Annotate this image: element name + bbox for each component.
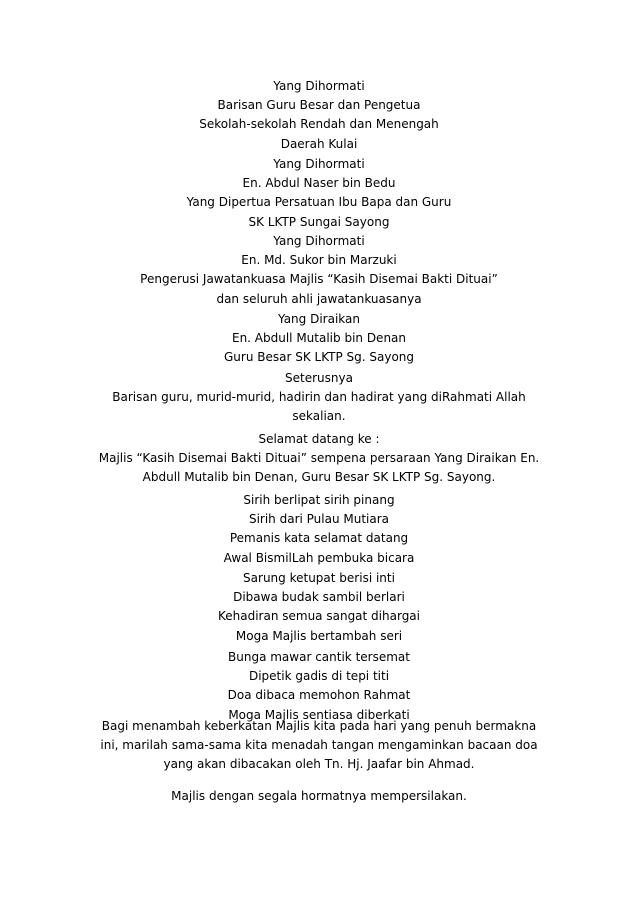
pantun-line: Sarung ketupat berisi inti	[243, 571, 395, 585]
pantun-line: Moga Majlis sentiasa diberkati	[228, 707, 410, 722]
salutation-pengerusi	[0, 232, 638, 309]
pantun-line: Dibawa budak sambil berlari	[233, 590, 405, 605]
pantun-line: Moga Majlis bertambah seri	[235, 628, 403, 643]
pantun-line: Dipetik gadis di tepi titi	[248, 669, 390, 684]
invitation-text: Majlis dengan segala hormatnya mempersilakan.	[171, 789, 467, 803]
salutation-line: SK LKTP Sungai Sayong	[248, 214, 390, 229]
welcome-line: Abdull Mutalib bin Denan, Guru Besar SK LKTP Sg. Sayong.	[142, 470, 496, 485]
pantun-line: Sirih berlipat sirih pinang	[243, 493, 395, 507]
pantun-line: Sirih dari Pulau Mutiara	[248, 512, 390, 527]
pantun-stanza	[0, 569, 638, 646]
salutation-line: Yang Dihormati	[273, 79, 365, 93]
salutation-line: Sekolah-sekolah Rendah dan Menengah	[199, 117, 439, 132]
closing-line: Bagi menambah keberkatan Majlis kita pada hari yang penuh bermakna	[101, 719, 537, 733]
salutation-line: dan seluruh ahli jawatankuasanya	[216, 291, 422, 306]
closing-paragraph	[0, 717, 638, 775]
pantun-line: Kehadiran semua sangat dihargai	[217, 609, 420, 624]
invitation-line	[0, 787, 638, 806]
pantun-line: Bunga mawar cantik tersemat	[228, 650, 410, 664]
greeting-line: Seterusnya	[285, 371, 353, 385]
salutation-line: Guru Besar SK LKTP Sg. Sayong	[223, 350, 415, 365]
salutation-line: Daerah Kulai	[280, 136, 358, 151]
salutation-line: Yang Diraikan	[278, 312, 360, 326]
pantun-stanza	[0, 648, 638, 725]
salutation-line: Pengerusi Jawatankuasa Majlis “Kasih Disemai Bakti Dituai”	[140, 272, 498, 287]
closing-line: yang akan dibacakan oleh Tn. Hj. Jaafar bin Ahmad.	[163, 757, 475, 772]
pantun-line: Doa dibaca memohon Rahmat	[227, 688, 411, 703]
salutation-line: Barisan Guru Besar dan Pengetua	[217, 98, 421, 113]
salutation-line: En. Md. Sukor bin Marzuki	[241, 253, 397, 268]
pantun-stanza	[0, 491, 638, 568]
welcome-line: Majlis “Kasih Disemai Bakti Dituai” sempena persaraan Yang Diraikan En.	[98, 451, 540, 466]
general-greeting	[0, 369, 638, 427]
salutation-line: En. Abdull Mutalib bin Denan	[231, 331, 407, 346]
welcome-section	[0, 430, 638, 488]
welcome-line: Selamat datang ke :	[258, 432, 380, 446]
pantun-line: Pemanis kata selamat datang	[229, 531, 409, 546]
salutation-guru-besar	[0, 77, 638, 154]
closing-line: ini, marilah sama-sama kita menadah tangan mengaminkan bacaan doa	[100, 738, 538, 753]
salutation-line: Yang Dihormati	[273, 234, 365, 248]
greeting-line: sekalian.	[292, 409, 346, 424]
salutation-line: Yang Dipertua Persatuan Ibu Bapa dan Guru	[186, 195, 452, 210]
salutation-line: Yang Dihormati	[273, 157, 365, 171]
salutation-line: En. Abdul Naser bin Bedu	[242, 176, 396, 191]
greeting-line: Barisan guru, murid-murid, hadirin dan hadirat yang diRahmati Allah	[112, 390, 526, 405]
salutation-yang-dipertua	[0, 155, 638, 232]
pantun-line: Awal BismilLah pembuka bicara	[223, 550, 415, 565]
salutation-yang-diraikan	[0, 310, 638, 368]
